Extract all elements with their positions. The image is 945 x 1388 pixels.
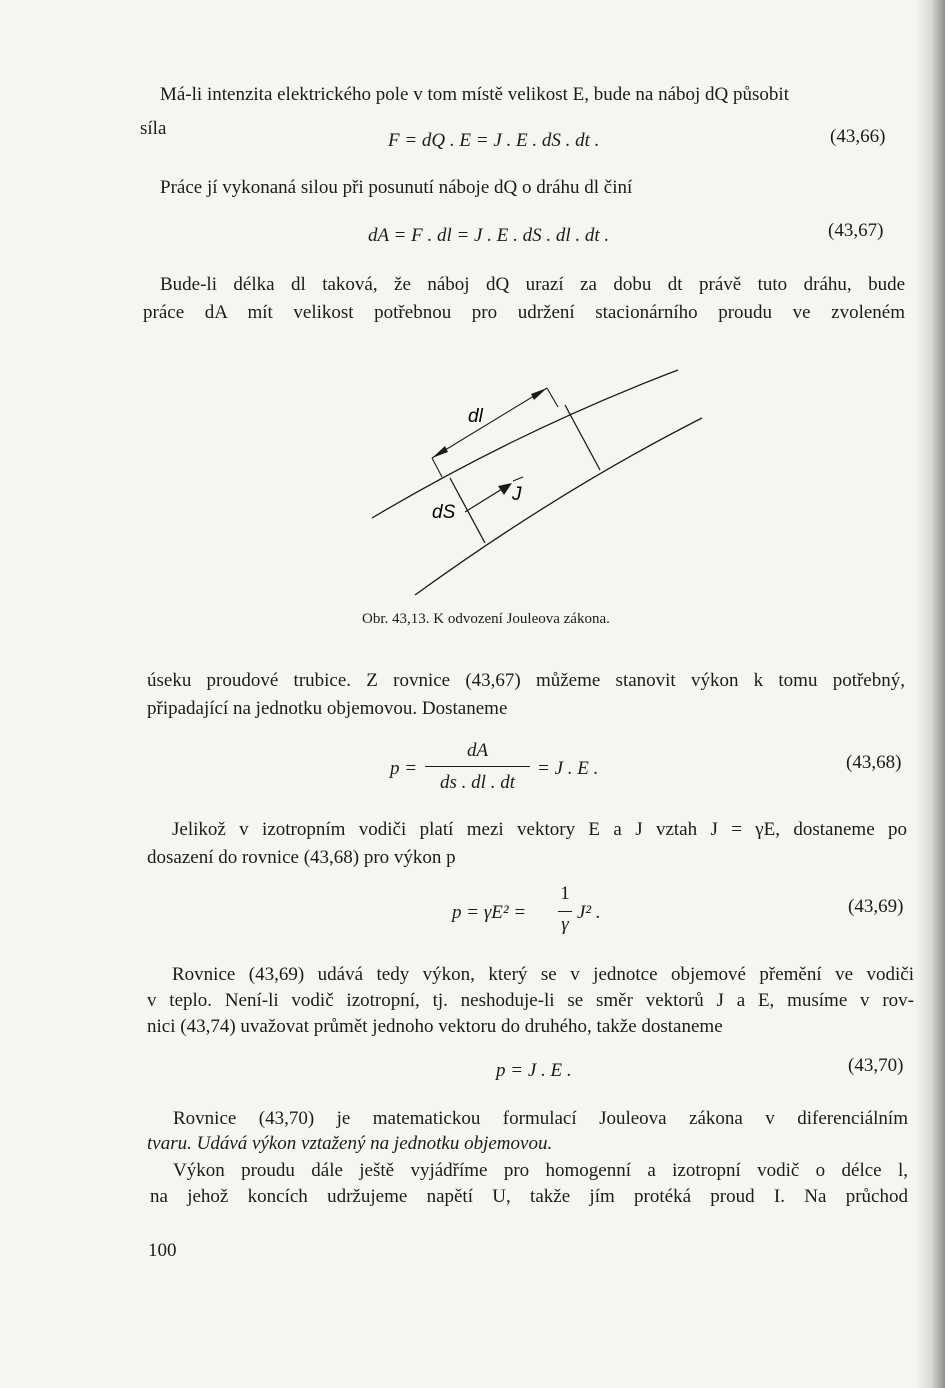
current-tube-diagram [360,360,710,600]
text-line-7: připadající na jednotku objemovou. Dostaneme [147,698,508,719]
equation-number-43-70: (43,70) [848,1055,904,1076]
label-ds: dS [432,502,456,523]
text-line-13: Rovnice (43,70) je matematickou formulací Jouleova zákona v diferenciálním [173,1108,908,1129]
text-line-10: Rovnice (43,69) udává tedy výkon, který se v jednotce objemové přemění ve vodiči [172,964,914,985]
tube-lower-boundary [415,418,702,595]
equation-43-69-fraction-bar [558,911,572,912]
text-line-15: Výkon proudu dále ještě vyjádříme pro homogenní a izotropní vodič o délce l, [173,1160,908,1181]
text-line-11: v teplo. Není-li vodič izotropní, tj. neshoduje-li se směr vektorů J a E, musíme v rov- [147,990,914,1011]
equation-43-67: dA = F . dl = J . E . dS . dl . dt . [368,225,610,246]
equation-43-66: F = dQ . E = J . E . dS . dt . [388,130,600,151]
equation-number-43-66: (43,66) [830,126,886,147]
text-line-12: nici (43,74) uvažovat průmět jednoho vektoru do druhého, takže dostaneme [147,1016,723,1037]
current-density-arrowhead [498,483,512,495]
page-edge-shadow [915,0,945,1388]
text-line-8: Jelikož v izotropním vodiči platí mezi vektory E a J vztah J = γE, dostaneme po [172,819,907,840]
figure-caption: Obr. 43,13. K odvození Jouleova zákona. [362,611,610,627]
dimension-tick-left [432,458,442,477]
label-dl: dl [468,406,483,427]
equation-43-68-fraction-bar [425,766,530,767]
equation-number-43-68: (43,68) [846,752,902,773]
equation-43-68-numerator: dA [466,740,489,761]
equation-43-69-denominator: γ [561,914,569,935]
equation-number-43-67: (43,67) [828,220,884,241]
text-line-9: dosazení do rovnice (43,68) pro výkon p [147,847,456,868]
text-line-3: Práce jí vykonaná silou při posunutí náboje dQ o dráhu dl činí [160,177,633,198]
equation-number-43-69: (43,69) [848,896,904,917]
equation-43-70: p = J . E . [496,1060,572,1081]
text-line-1: Má-li intenzita elektrického pole v tom místě velikost E, bude na náboj dQ působit [160,84,789,105]
label-j: J [512,484,522,505]
j-vector-bar [513,477,523,481]
page-number: 100 [148,1240,177,1261]
text-line-4: Bude-li délka dl taková, že náboj dQ urazí za dobu dt právě tuto dráhu, bude [160,274,905,295]
text-line-5: práce dA mít velikost potřebnou pro udržení stacionárního proudu ve zvoleném [143,302,905,323]
equation-43-69-rhs: J² . [577,902,601,923]
text-line-16: na jehož koncích udržujeme napětí U, takže jím protéká proud I. Na průchod [150,1186,908,1207]
dimension-arrow-left [432,446,448,458]
text-line-2: síla [140,118,167,139]
equation-43-69-numerator: 1 [560,883,570,904]
equation-43-68-denominator: ds . dl . dt [440,772,515,793]
text-line-14: tvaru. Udává výkon vztažený na jednotku objemovou. [147,1133,553,1154]
equation-43-68-rhs: = J . E . [537,758,599,779]
dimension-tick-right [547,388,558,407]
equation-43-69-lhs: p = γE² = [452,902,527,923]
dimension-arrow-right [531,388,547,400]
equation-43-68-lhs: p = [390,758,418,779]
text-line-6: úseku proudové trubice. Z rovnice (43,67) můžeme stanovit výkon k tomu potřebný, [147,670,905,691]
tube-upper-boundary [372,370,678,518]
dimension-line-dl [432,388,547,458]
cross-section-end [565,405,600,470]
